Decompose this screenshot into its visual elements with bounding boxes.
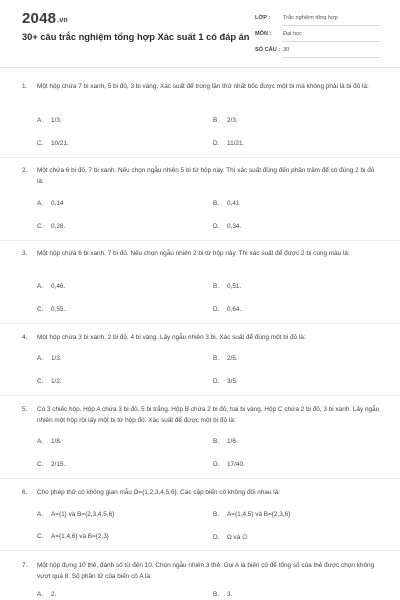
option-text: 0,51. bbox=[227, 283, 242, 290]
option-b[interactable]: B. 2/3. bbox=[213, 117, 238, 124]
option-text: 1/3. bbox=[51, 117, 62, 124]
option-text: 0,34. bbox=[227, 223, 242, 230]
meta-value: Đại học bbox=[283, 31, 302, 37]
question-number: 4. bbox=[22, 334, 28, 341]
brand-suffix: .vn bbox=[57, 17, 68, 24]
document-header bbox=[0, 0, 400, 68]
option-c[interactable]: C. A={1,4,6} và B={2,3} bbox=[37, 533, 109, 540]
question-divider bbox=[0, 323, 400, 324]
document-meta bbox=[255, 12, 380, 60]
question-text: Một hộp đựng 10 thẻ, đánh số từ đến 10. Chọn ngẫu nhiên 3 thẻ. Gọi A là biến cố để tổng số của thẻ được chọn không vượt quá 8. Số phần tử của biến cố A là: bbox=[37, 562, 375, 580]
question-divider bbox=[0, 157, 400, 158]
question-text: Một hộp chứa 6 bi xanh, 7 bi đỏ. Nếu chọn ngẫu nhiên 2 bi từ hộp này. Thì xác suất để được 2 bi cùng màu là: bbox=[37, 250, 350, 257]
question-divider bbox=[0, 550, 400, 551]
option-text: A={1} và B={2,3,4,5,6} bbox=[51, 511, 115, 518]
option-text: 0,28. bbox=[51, 223, 66, 230]
question-divider bbox=[0, 478, 400, 479]
option-text: 0,46. bbox=[51, 283, 66, 290]
option-text: 0,41 bbox=[227, 200, 240, 207]
option-text: 2. bbox=[51, 591, 57, 598]
question-text: Một hộp chứa 7 bi xanh, 5 bi đỏ, 3 bi vàng. Xác suất để trong lần thử nhất bốc được một bi mà không phải là bi đỏ là: bbox=[37, 83, 369, 90]
question-text: Một hộp chứa 3 bi xanh, 2 bi đỏ, 4 bi vàng. Lấy ngẫu nhiên 3 bi. Xác suất để đúng một bi đỏ là: bbox=[37, 334, 306, 341]
site-logo[interactable] bbox=[22, 10, 68, 27]
option-d[interactable]: D. 17/40. bbox=[213, 461, 245, 468]
option-d[interactable]: D. 0,64. bbox=[213, 306, 242, 313]
option-a[interactable]: A. A={1} và B={2,3,4,5,6} bbox=[37, 511, 115, 518]
brand-name: 2048 bbox=[22, 10, 57, 27]
option-text: 1/8. bbox=[51, 438, 62, 445]
meta-row-count bbox=[255, 44, 380, 60]
question-divider bbox=[0, 395, 400, 396]
meta-value: 30 bbox=[283, 47, 290, 53]
question-number: 1. bbox=[22, 83, 28, 90]
question-number: 3. bbox=[22, 250, 28, 257]
option-c[interactable]: C. 10/21. bbox=[37, 140, 69, 147]
option-c[interactable]: C. 0,55. bbox=[37, 306, 66, 313]
option-b[interactable]: B. 3. bbox=[213, 591, 233, 598]
option-text: A={1,4,5} và B={2,3,6} bbox=[227, 511, 291, 518]
option-a[interactable]: A. 2. bbox=[37, 591, 57, 598]
option-b[interactable]: B. 0,41 bbox=[213, 200, 240, 207]
question-number: 2. bbox=[22, 167, 28, 174]
option-b[interactable]: B. 0,51. bbox=[213, 283, 242, 290]
document-title: 30+ câu trắc nghiệm tổng hợp Xác suất 1 có đáp án bbox=[22, 32, 250, 42]
option-text: 11/21. bbox=[227, 140, 245, 147]
option-text: 3. bbox=[227, 591, 233, 598]
option-d[interactable]: D. Ω và ∅ bbox=[213, 534, 248, 541]
option-a[interactable]: A. 1/3. bbox=[37, 355, 62, 362]
question-text: Một chứa 6 bi đỏ, 7 bi xanh. Nếu chọn ngẫu nhiên 5 bi từ hộp này. Thì xác suất đúng đến phần trăm để có đúng 2 bi đỏ là: bbox=[37, 167, 375, 185]
option-a[interactable]: A. 1/3. bbox=[37, 117, 62, 124]
header-divider bbox=[0, 67, 400, 68]
option-a[interactable]: A. 1/8. bbox=[37, 438, 62, 445]
meta-label: MÔN : bbox=[255, 31, 272, 37]
option-b[interactable]: B. 2/5. bbox=[213, 355, 238, 362]
meta-label: LỚP : bbox=[255, 15, 271, 21]
option-b[interactable]: B. 1/6. bbox=[213, 438, 238, 445]
option-d[interactable]: D. 3/5. bbox=[213, 378, 238, 385]
meta-label: SỐ CÂU : bbox=[255, 47, 281, 53]
option-c[interactable]: C. 1/2. bbox=[37, 378, 62, 385]
option-text: 0,55. bbox=[51, 306, 66, 313]
question-text: Cho phép thử có không gian mẫu Ω={1,2,3,4,5,6}. Các cặp biến cố không đối nhau là: bbox=[37, 489, 281, 496]
meta-underline bbox=[282, 25, 380, 26]
question-divider bbox=[0, 240, 400, 241]
question-number: 6. bbox=[22, 489, 28, 496]
option-text: 0,14 bbox=[51, 200, 64, 207]
option-d[interactable]: D. 0,34. bbox=[213, 223, 242, 230]
option-text: 2/5. bbox=[227, 355, 238, 362]
option-a[interactable]: A. 0,46. bbox=[37, 283, 66, 290]
option-text: 1/2. bbox=[51, 378, 62, 385]
meta-row-subject bbox=[255, 28, 380, 44]
meta-row-class bbox=[255, 12, 380, 28]
question-number: 7. bbox=[22, 562, 28, 569]
meta-underline bbox=[282, 41, 380, 42]
option-text: 1/3. bbox=[51, 355, 62, 362]
option-text: A={1,4,6} và B={2,3} bbox=[51, 533, 109, 540]
option-b[interactable]: B. A={1,4,5} và B={2,3,6} bbox=[213, 511, 291, 518]
option-text: 0,64. bbox=[227, 306, 242, 313]
option-text: 1/6. bbox=[227, 438, 238, 445]
option-text: Ω và ∅ bbox=[227, 534, 248, 541]
option-text: 2/15. bbox=[51, 461, 66, 468]
option-text: 10/21. bbox=[51, 140, 69, 147]
question-number: 5. bbox=[22, 406, 28, 413]
option-d[interactable]: D. 11/21. bbox=[213, 140, 245, 147]
meta-value: Trắc nghiệm tổng hợp bbox=[283, 15, 338, 21]
option-text: 2/3. bbox=[227, 117, 238, 124]
option-a[interactable]: A. 0,14 bbox=[37, 200, 64, 207]
option-c[interactable]: C. 0,28. bbox=[37, 223, 66, 230]
option-text: 17/40. bbox=[227, 461, 245, 468]
option-c[interactable]: C. 2/15. bbox=[37, 461, 66, 468]
option-text: 3/5. bbox=[227, 378, 238, 385]
question-text: Có 3 chiếc hộp. Hộp A chứa 3 bi đỏ, 5 bi trắng. Hộp B chứa 2 bi đỏ, hai bi vàng. Hộp C chứa 2 bi đỏ, 3 bi xanh. Lấy ngẫu nhiên một hộp rồi lấy một bi từ hộp đó. Xác suất để được một bi đỏ là: bbox=[37, 406, 380, 424]
meta-underline bbox=[282, 57, 380, 58]
